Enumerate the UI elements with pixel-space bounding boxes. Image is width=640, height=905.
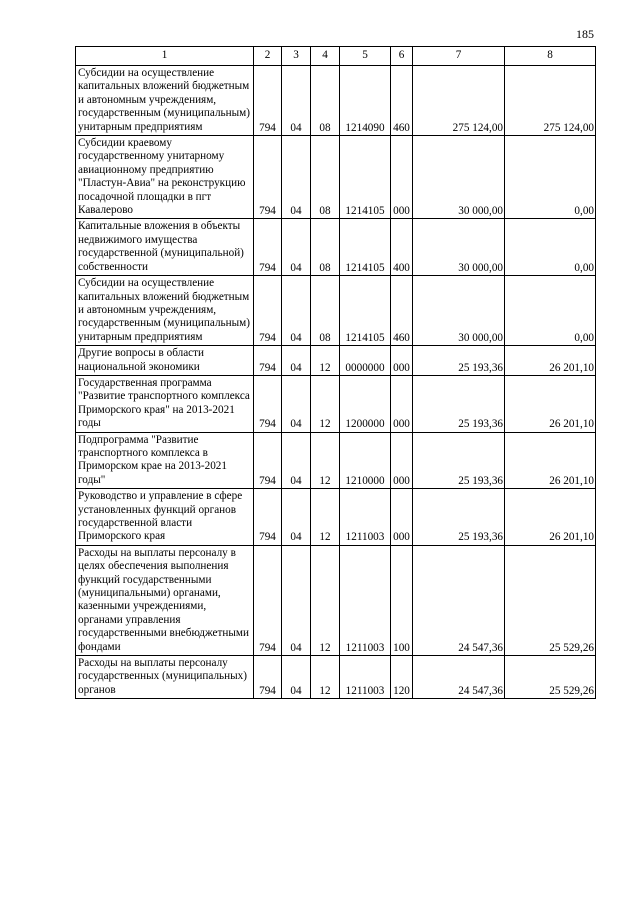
row-section-code: 04 bbox=[282, 656, 311, 699]
row-subsection-code: 08 bbox=[311, 136, 340, 219]
row-amount-2: 0,00 bbox=[505, 136, 596, 219]
row-expense-type: 000 bbox=[391, 432, 413, 489]
row-expense-type: 000 bbox=[391, 346, 413, 376]
row-subsection-code: 08 bbox=[311, 276, 340, 346]
row-name: Подпрограмма "Развитие транспортного комплекса в Приморском крае на 2013-2021 годы" bbox=[76, 432, 254, 489]
header-cell: 4 bbox=[311, 47, 340, 66]
row-amount-1: 25 193,36 bbox=[413, 432, 505, 489]
header-cell: 6 bbox=[391, 47, 413, 66]
table-row bbox=[76, 136, 596, 219]
row-amount-2: 25 529,26 bbox=[505, 656, 596, 699]
table-row bbox=[76, 545, 596, 655]
row-amount-2: 26 201,10 bbox=[505, 346, 596, 376]
table-row bbox=[76, 432, 596, 489]
row-name: Субсидии на осуществление капитальных вложений бюджетным и автономным учреждениям, государственным (муниципальным) унитарным предприятиям bbox=[76, 66, 254, 136]
header-cell: 5 bbox=[340, 47, 391, 66]
row-amount-2: 25 529,26 bbox=[505, 545, 596, 655]
row-target-code: 1200000 bbox=[340, 375, 391, 432]
row-amount-1: 30 000,00 bbox=[413, 276, 505, 346]
table-row bbox=[76, 375, 596, 432]
row-target-code: 1214105 bbox=[340, 136, 391, 219]
row-name: Руководство и управление в сфере установленных функций органов государственной власти Приморского края bbox=[76, 489, 254, 546]
row-ministry-code: 794 bbox=[254, 656, 282, 699]
row-name: Расходы на выплаты персоналу в целях обеспечения выполнения функций государственными (муниципальными) органами, казенными учреждениями, органами управления государственными внебюджетными фондами bbox=[76, 545, 254, 655]
row-amount-2: 26 201,10 bbox=[505, 489, 596, 546]
row-section-code: 04 bbox=[282, 375, 311, 432]
row-section-code: 04 bbox=[282, 136, 311, 219]
row-name: Капитальные вложения в объекты недвижимого имущества государственной (муниципальной) собственности bbox=[76, 219, 254, 276]
row-section-code: 04 bbox=[282, 66, 311, 136]
header-cell: 7 bbox=[413, 47, 505, 66]
row-subsection-code: 08 bbox=[311, 66, 340, 136]
row-ministry-code: 794 bbox=[254, 346, 282, 376]
row-name: Расходы на выплаты персоналу государственных (муниципальных) органов bbox=[76, 656, 254, 699]
row-subsection-code: 08 bbox=[311, 219, 340, 276]
row-expense-type: 400 bbox=[391, 219, 413, 276]
row-section-code: 04 bbox=[282, 489, 311, 546]
row-amount-1: 30 000,00 bbox=[413, 219, 505, 276]
row-expense-type: 000 bbox=[391, 136, 413, 219]
row-subsection-code: 12 bbox=[311, 432, 340, 489]
table-header-row bbox=[76, 47, 596, 66]
row-amount-1: 30 000,00 bbox=[413, 136, 505, 219]
row-expense-type: 460 bbox=[391, 66, 413, 136]
table-row bbox=[76, 489, 596, 546]
row-target-code: 1211003 bbox=[340, 489, 391, 546]
row-amount-1: 25 193,36 bbox=[413, 346, 505, 376]
row-ministry-code: 794 bbox=[254, 219, 282, 276]
row-ministry-code: 794 bbox=[254, 545, 282, 655]
row-expense-type: 120 bbox=[391, 656, 413, 699]
row-section-code: 04 bbox=[282, 545, 311, 655]
row-name: Другие вопросы в области национальной экономики bbox=[76, 346, 254, 376]
row-ministry-code: 794 bbox=[254, 489, 282, 546]
row-name: Субсидии краевому государственному унитарному авиационному предприятию "Пластун-Авиа" на реконструкцию посадочной площадки в пгт Кавалерово bbox=[76, 136, 254, 219]
header-cell: 3 bbox=[282, 47, 311, 66]
table-row bbox=[76, 276, 596, 346]
row-amount-2: 0,00 bbox=[505, 219, 596, 276]
row-section-code: 04 bbox=[282, 219, 311, 276]
row-amount-2: 26 201,10 bbox=[505, 375, 596, 432]
row-expense-type: 000 bbox=[391, 489, 413, 546]
row-target-code: 1214090 bbox=[340, 66, 391, 136]
row-amount-1: 24 547,36 bbox=[413, 545, 505, 655]
row-ministry-code: 794 bbox=[254, 276, 282, 346]
row-name: Государственная программа "Развитие транспортного комплекса Приморского края" на 2013-2021 годы bbox=[76, 375, 254, 432]
row-ministry-code: 794 bbox=[254, 136, 282, 219]
row-section-code: 04 bbox=[282, 276, 311, 346]
table-row bbox=[76, 219, 596, 276]
row-amount-2: 275 124,00 bbox=[505, 66, 596, 136]
row-amount-1: 24 547,36 bbox=[413, 656, 505, 699]
row-target-code: 0000000 bbox=[340, 346, 391, 376]
row-subsection-code: 12 bbox=[311, 375, 340, 432]
row-subsection-code: 12 bbox=[311, 346, 340, 376]
row-subsection-code: 12 bbox=[311, 489, 340, 546]
row-section-code: 04 bbox=[282, 346, 311, 376]
row-expense-type: 460 bbox=[391, 276, 413, 346]
page-number: 185 bbox=[576, 27, 594, 41]
row-amount-1: 25 193,36 bbox=[413, 489, 505, 546]
row-expense-type: 100 bbox=[391, 545, 413, 655]
row-target-code: 1214105 bbox=[340, 276, 391, 346]
row-expense-type: 000 bbox=[391, 375, 413, 432]
row-amount-2: 0,00 bbox=[505, 276, 596, 346]
table-row bbox=[76, 656, 596, 699]
row-ministry-code: 794 bbox=[254, 432, 282, 489]
row-subsection-code: 12 bbox=[311, 545, 340, 655]
row-ministry-code: 794 bbox=[254, 375, 282, 432]
row-amount-1: 275 124,00 bbox=[413, 66, 505, 136]
row-subsection-code: 12 bbox=[311, 656, 340, 699]
row-amount-2: 26 201,10 bbox=[505, 432, 596, 489]
table-row bbox=[76, 346, 596, 376]
row-section-code: 04 bbox=[282, 432, 311, 489]
row-target-code: 1211003 bbox=[340, 656, 391, 699]
row-amount-1: 25 193,36 bbox=[413, 375, 505, 432]
row-target-code: 1211003 bbox=[340, 545, 391, 655]
row-ministry-code: 794 bbox=[254, 66, 282, 136]
budget-table bbox=[75, 46, 596, 699]
header-cell: 1 bbox=[76, 47, 254, 66]
header-cell: 8 bbox=[505, 47, 596, 66]
row-target-code: 1214105 bbox=[340, 219, 391, 276]
row-name: Субсидии на осуществление капитальных вложений бюджетным и автономным учреждениям, государственным (муниципальным) унитарным предприятиям bbox=[76, 276, 254, 346]
table-row bbox=[76, 66, 596, 136]
row-target-code: 1210000 bbox=[340, 432, 391, 489]
header-cell: 2 bbox=[254, 47, 282, 66]
